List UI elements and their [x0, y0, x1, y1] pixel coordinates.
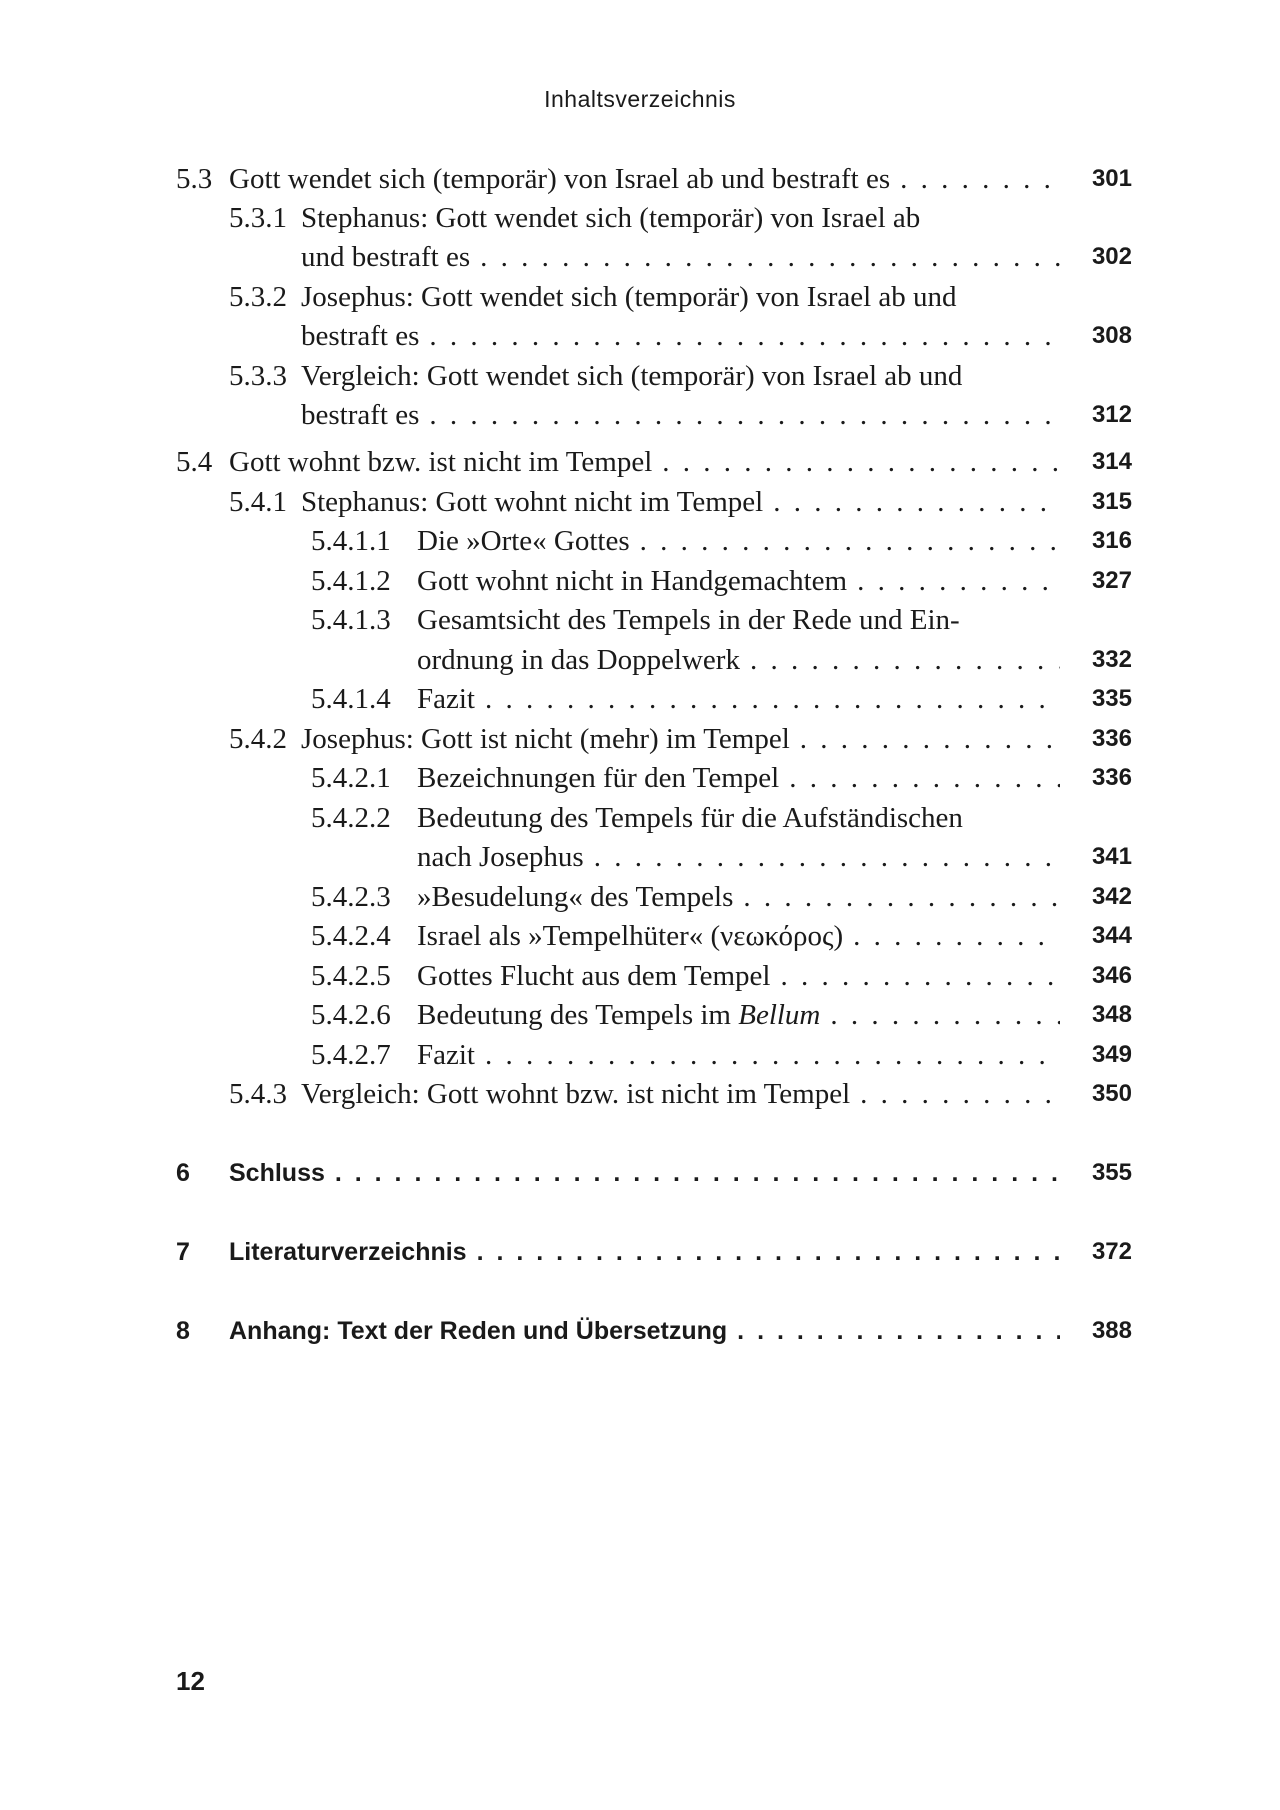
toc-title: Schluss . . . [229, 1153, 1060, 1193]
toc-page-number: 336 [1091, 764, 1132, 791]
toc-entry-5-3-2-cont [0, 316, 1280, 356]
toc-entry-5-4-1-4 [0, 679, 1280, 719]
toc-entry-5-4-2-4 [0, 916, 1280, 956]
toc-page-number: 302 [1091, 243, 1132, 270]
toc-page-number: 342 [1091, 883, 1132, 910]
toc-title-continued: bestraft es . . . [301, 395, 1060, 435]
toc-title: »Besudelung« des Tempels . . . [417, 877, 1060, 917]
toc-number: 5.4.2.3 [311, 881, 391, 913]
page-number: 12 [176, 1666, 205, 1696]
toc-title: Fazit . . . [417, 679, 1060, 719]
toc-entry-5-4 [0, 442, 1280, 482]
toc-number: 5.4.1 [229, 486, 287, 518]
toc-title [417, 995, 1060, 1035]
toc-title: Gott wohnt bzw. ist nicht im Tempel . . . [229, 442, 1060, 482]
toc-page-number: 350 [1091, 1080, 1132, 1107]
toc-page-number: 308 [1091, 322, 1132, 349]
toc-page-number: 355 [1091, 1159, 1132, 1186]
toc-title-continued: nach Josephus . . . [417, 837, 1060, 877]
toc-number: 5.4.2.7 [311, 1039, 391, 1071]
toc-entry-5-4-1-2 [0, 561, 1280, 601]
toc-number: 5.4.1.3 [311, 604, 391, 636]
toc-title: Stephanus: Gott wohnt nicht im Tempel . . . [301, 482, 1060, 522]
toc-entry-5-3-3-cont [0, 395, 1280, 435]
toc-title: Literaturverzeichnis . . . [229, 1232, 1060, 1272]
toc-number: 5.3.3 [229, 360, 287, 392]
toc-page-number: 349 [1091, 1041, 1132, 1068]
toc-entry-5-4-2-7 [0, 1035, 1280, 1075]
toc-page-number: 335 [1091, 685, 1132, 712]
toc-entry-5-4-2-6 [0, 995, 1280, 1035]
toc-title: Israel als »Tempelhüter« (νεωκόρος) . . . [417, 916, 1060, 956]
toc-title-continued: bestraft es . . . [301, 316, 1060, 356]
toc-page-number: 388 [1091, 1317, 1132, 1344]
toc-title: Gott wendet sich (temporär) von Israel ab und bestraft es . . . [229, 159, 1060, 199]
toc-title: Anhang: Text der Reden und Übersetzung . . . [229, 1311, 1060, 1351]
toc-entry-5-4-2-5 [0, 956, 1280, 996]
toc-title: Josephus: Gott wendet sich (temporär) von Israel ab und [301, 281, 957, 313]
toc-number: 5.4.2.4 [311, 920, 391, 952]
toc-number: 5.4.2.1 [311, 762, 391, 794]
toc-number: 5.3.2 [229, 281, 287, 313]
toc-page-number: 316 [1091, 527, 1132, 554]
toc-number: 5.3 [176, 163, 213, 195]
toc-entry-5-4-2-2 [0, 798, 1280, 838]
toc-number: 5.4.1.2 [311, 565, 391, 597]
toc-number: 8 [176, 1317, 190, 1345]
toc-title: Gottes Flucht aus dem Tempel . . . [417, 956, 1060, 996]
toc-title: Vergleich: Gott wendet sich (temporär) von Israel ab und [301, 360, 963, 392]
toc-page-number: 344 [1091, 922, 1132, 949]
toc-entry-5-3-3 [0, 356, 1280, 396]
toc-page-number: 341 [1091, 843, 1132, 870]
toc-number: 5.4.2 [229, 723, 287, 755]
toc-number: 5.4.3 [229, 1078, 287, 1110]
running-head: Inhaltsverzeichnis [544, 86, 736, 112]
toc-entry-5-3-2 [0, 277, 1280, 317]
toc-page-number: 315 [1091, 488, 1132, 515]
toc-number: 5.4.1.1 [311, 525, 391, 557]
toc-number: 5.4.2.2 [311, 802, 391, 834]
toc-chapter-8 [0, 1311, 1280, 1351]
toc-title: Vergleich: Gott wohnt bzw. ist nicht im Tempel . . . [301, 1074, 1060, 1114]
toc-page-number: 336 [1091, 725, 1132, 752]
toc-number: 5.4 [176, 446, 213, 478]
toc-entry-5-4-2 [0, 719, 1280, 759]
toc-title-continued: und bestraft es . . . [301, 237, 1060, 277]
toc-number: 7 [176, 1238, 190, 1266]
toc-entry-5-4-1 [0, 482, 1280, 522]
toc-entry-5-4-1-3 [0, 600, 1280, 640]
toc-chapter-7 [0, 1232, 1280, 1272]
toc-entry-5-3 [0, 159, 1280, 199]
toc-title: Gott wohnt nicht in Handgemachtem . . . [417, 561, 1060, 601]
toc-entry-5-3-1-cont [0, 237, 1280, 277]
toc-entry-5-4-2-2-cont [0, 837, 1280, 877]
toc-title: Die »Orte« Gottes . . . [417, 521, 1060, 561]
toc-page-number: 327 [1091, 567, 1132, 594]
toc-number: 5.4.2.5 [311, 960, 391, 992]
toc-page-number: 301 [1091, 165, 1132, 192]
toc-entry-5-4-2-3 [0, 877, 1280, 917]
toc-entry-5-4-1-3-cont [0, 640, 1280, 680]
toc-entry-5-4-1-1 [0, 521, 1280, 561]
toc-title: Stephanus: Gott wendet sich (temporär) von Israel ab [301, 202, 921, 234]
toc-title: Gesamtsicht des Tempels in der Rede und Ein- [417, 604, 960, 636]
toc-entry-5-4-3 [0, 1074, 1280, 1114]
toc-page-number: 346 [1091, 962, 1132, 989]
toc-chapter-6 [0, 1153, 1280, 1193]
toc-title-continued: ordnung in das Doppelwerk . . . [417, 640, 1060, 680]
toc-number: 5.3.1 [229, 202, 287, 234]
toc-title: Bezeichnungen für den Tempel . . . [417, 758, 1060, 798]
toc-page-number: 332 [1091, 646, 1132, 673]
toc-page-number: 372 [1091, 1238, 1132, 1265]
toc-page-number: 314 [1091, 448, 1132, 475]
toc-title-italic: Bellum [738, 999, 821, 1031]
toc-page-number: 348 [1091, 1001, 1132, 1028]
toc-title: Josephus: Gott ist nicht (mehr) im Tempel . . . [301, 719, 1060, 759]
toc-entry-5-3-1 [0, 198, 1280, 238]
toc-number: 6 [176, 1159, 190, 1187]
toc-title: Fazit . . . [417, 1035, 1060, 1075]
toc-number: 5.4.2.6 [311, 999, 391, 1031]
toc-number: 5.4.1.4 [311, 683, 391, 715]
toc-page-number: 312 [1091, 401, 1132, 428]
toc-title-plain: Bedeutung des Tempels im [417, 999, 739, 1031]
toc-title: Bedeutung des Tempels für die Aufständischen [417, 802, 963, 834]
toc-entry-5-4-2-1 [0, 758, 1280, 798]
